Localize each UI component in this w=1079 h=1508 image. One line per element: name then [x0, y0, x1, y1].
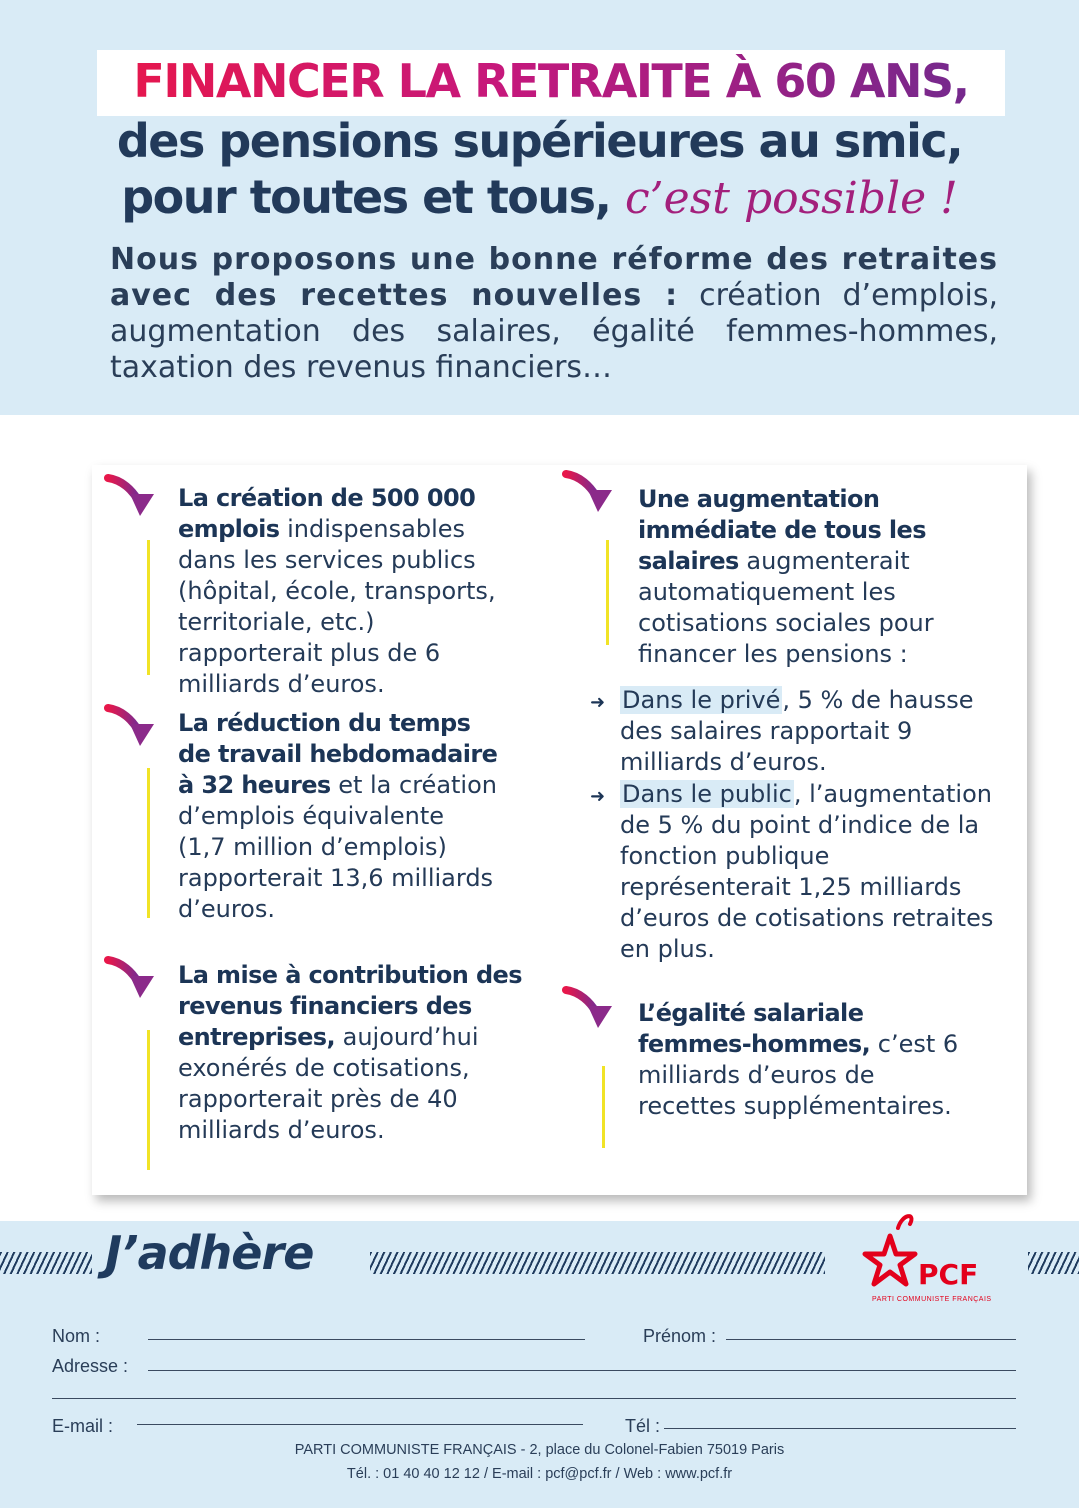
yellow-bar [147, 1030, 150, 1170]
proposal-equality [638, 998, 968, 1122]
proposal-jobs [178, 483, 523, 700]
arrow-icon [104, 700, 166, 750]
subtitle-line-2 [0, 170, 1079, 224]
subtitle-script: c’est possible ! [625, 173, 958, 224]
proposal-salaries [638, 484, 1003, 670]
yellow-bar [606, 540, 609, 645]
yellow-bar [147, 768, 150, 918]
join-heading: J’adhère [105, 1226, 314, 1280]
proposal-working-time [178, 708, 498, 925]
pcf-logo-text: PCF [918, 1258, 979, 1291]
bullet-public [590, 779, 1000, 965]
tel-label: Tél : [625, 1416, 661, 1436]
intro-bold: Nous proposons une bonne réforme des retraites avec des recettes nouvelles : [110, 242, 998, 313]
proposal-body: aujourd’hui exonérés de cotisations, rapporterait près de 40 milliards d’euros. [178, 1023, 479, 1144]
hatch-decoration [1028, 1252, 1079, 1274]
proposal-body: et la création d’emplois équivalente (1,7 million d’emplois) rapporterait 13,6 milliards d’euros. [178, 771, 497, 923]
bullet-highlight: Dans le public [622, 780, 792, 808]
bullet-arrow-icon: ➜ [590, 786, 606, 807]
bullet-arrow-icon: ➜ [590, 692, 606, 713]
yellow-bar [147, 540, 150, 675]
email-label: E-mail : [52, 1416, 114, 1436]
address-line: PARTI COMMUNISTE FRANÇAIS - 2, place du Colonel-Fabien 75019 Paris [294, 1442, 785, 1458]
proposal-body: indispensables dans les services publics (hôpital, école, transports, territoriale, etc.) rapporterait plus de 6 milliards d’euros. [178, 515, 496, 698]
proposal-heading: La mise à contribution des revenus financiers des entreprises, [178, 961, 522, 1051]
intro-paragraph [110, 242, 998, 386]
tel-field[interactable] [664, 1428, 1016, 1429]
intro-rest: création d’emplois, augmentation des salaires, égalité femmes-hommes, taxation des revenus financiers… [110, 278, 998, 385]
arrow-icon [562, 982, 624, 1032]
proposal-heading: La réduction du temps de travail hebdomadaire à 32 heures [178, 709, 498, 799]
adresse-field[interactable] [148, 1370, 1016, 1371]
main-title: FINANCER LA RETRAITE À 60 ANS, [97, 54, 1005, 108]
nom-field[interactable] [148, 1339, 585, 1340]
proposal-heading: L’égalité salariale femmes-hommes, [638, 999, 871, 1058]
contact-line: Tél. : 01 40 40 12 12 / E-mail : pcf@pcf.fr / Web : www.pcf.fr [346, 1466, 733, 1482]
adresse-label: Adresse : [52, 1356, 129, 1376]
bullet-highlight: Dans le privé [622, 686, 781, 714]
bullet-text: , 5 % de hausse des salaires rapportait 9 milliards d’euros. [620, 686, 974, 776]
hatch-decoration [370, 1252, 825, 1274]
proposal-body: c’est 6 milliards d’euros de recettes supplémentaires. [638, 1030, 959, 1120]
bullet-private [590, 685, 1005, 778]
prenom-label: Prénom : [643, 1326, 717, 1346]
proposal-body: augmenterait automatiquement les cotisations sociales pour financer les pensions : [638, 547, 934, 668]
hatch-decoration [0, 1252, 92, 1274]
subtitle-line-2-text: pour toutes et tous, [121, 170, 611, 224]
subtitle-line-1: des pensions supérieures au smic, [116, 114, 963, 168]
email-field[interactable] [137, 1424, 583, 1425]
proposal-heading: La création de 500 000 emplois [178, 484, 476, 543]
adresse-field-line-2[interactable] [52, 1398, 1016, 1399]
prenom-field[interactable] [726, 1339, 1016, 1340]
arrow-icon [104, 470, 166, 520]
nom-label: Nom : [52, 1326, 101, 1346]
yellow-bar [602, 1066, 605, 1148]
arrow-icon [104, 952, 166, 1002]
proposal-heading: Une augmentation immédiate de tous les salaires [638, 485, 926, 575]
pcf-logo-subtitle: PARTI COMMUNISTE FRANÇAIS [872, 1296, 992, 1303]
proposal-financial-revenue [178, 960, 523, 1146]
bullet-text: , l’augmentation de 5 % du point d’indice de la fonction publique représenterait 1,25 milliards d’euros de cotisations retraites en plus. [620, 780, 994, 963]
arrow-icon [562, 466, 624, 516]
